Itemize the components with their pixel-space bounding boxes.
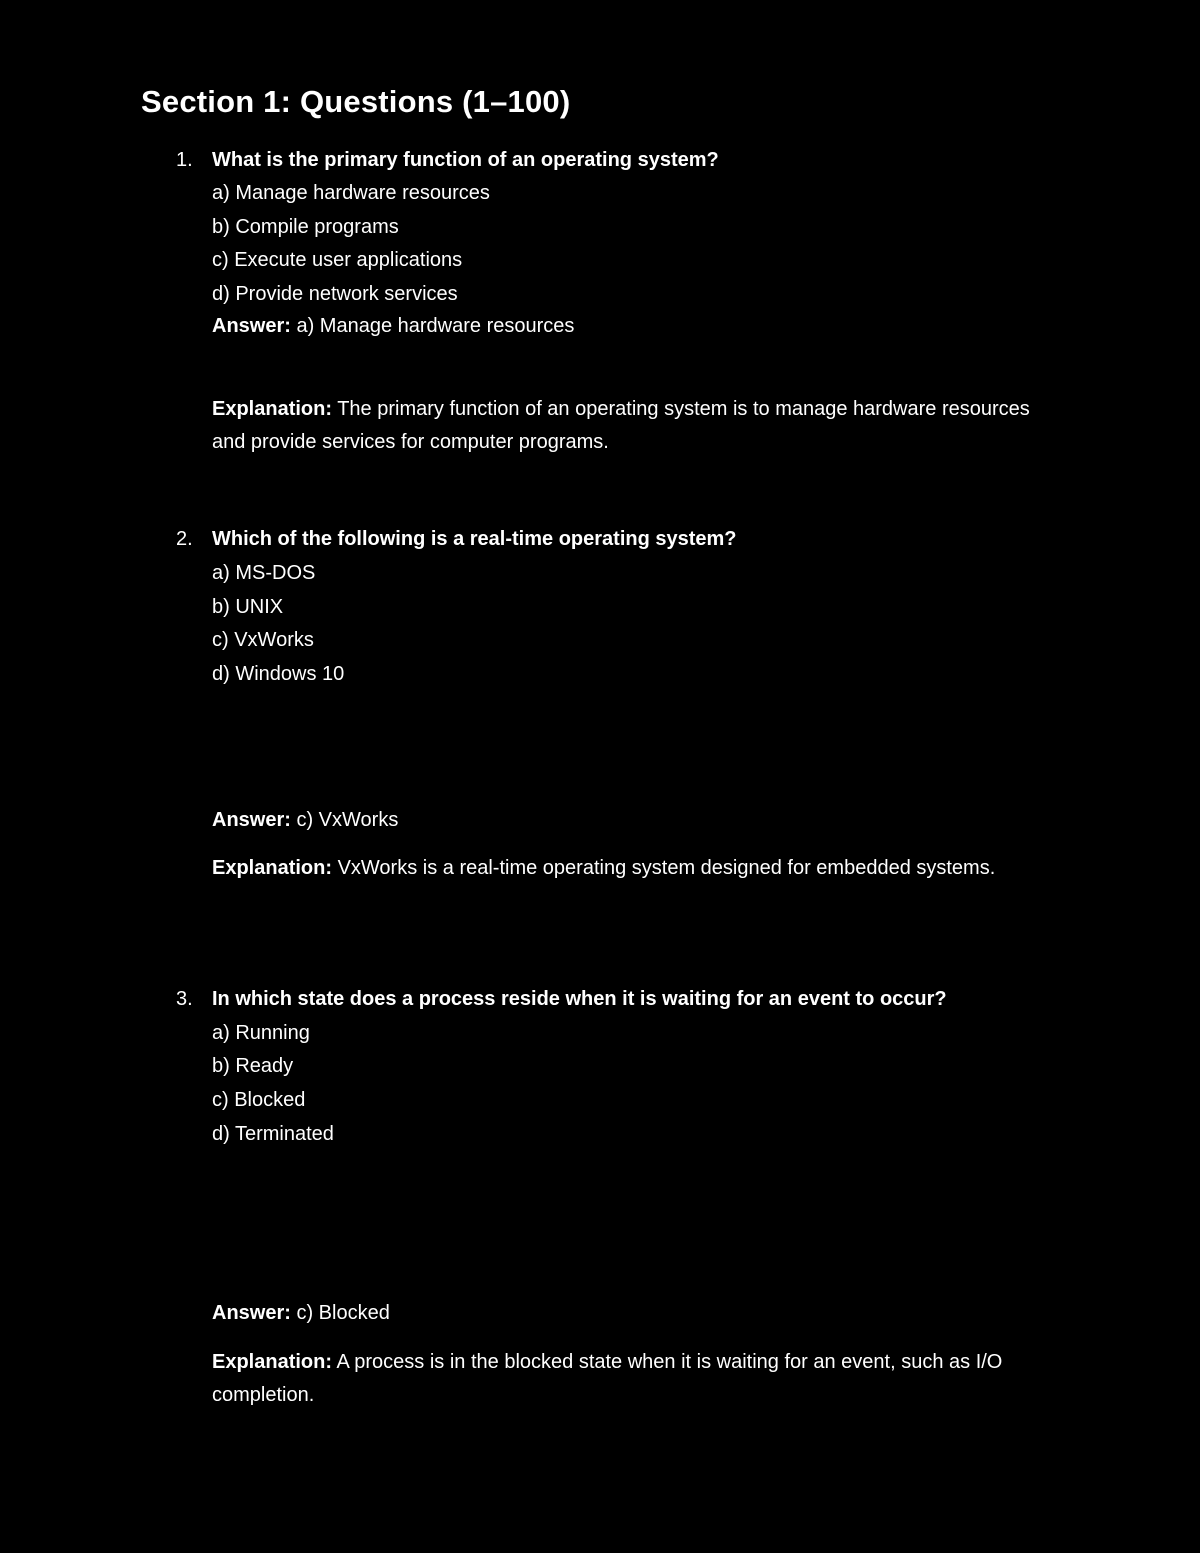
explanation (212, 1346, 1042, 1412)
option-b: b) UNIX (212, 596, 284, 618)
answer-label: Answer: (212, 315, 291, 337)
option-c: c) VxWorks (212, 629, 314, 651)
answer-value: c) Blocked (296, 1302, 390, 1324)
option-c: c) Blocked (212, 1089, 306, 1111)
option-a: a) MS-DOS (212, 562, 316, 584)
option-d: d) Terminated (212, 1123, 334, 1145)
question-text: What is the primary function of an operating system? (212, 149, 719, 171)
option-d: d) Windows 10 (212, 663, 345, 685)
answer-value: c) VxWorks (296, 809, 399, 831)
section-title: Section 1: Questions (1–100) (141, 84, 571, 119)
question-text: In which state does a process reside when it is waiting for an event to occur? (212, 988, 947, 1010)
question-number: 2. (176, 528, 193, 550)
explanation-label: Explanation: (212, 1351, 333, 1373)
explanation-text: A process is in the blocked state when it is waiting for an event, such as I/O completion. (212, 1351, 1003, 1406)
option-c: c) Execute user applications (212, 249, 463, 271)
explanation-label: Explanation: (212, 857, 333, 879)
answer-line (212, 807, 398, 833)
question-number: 3. (176, 988, 193, 1010)
explanation-text: VxWorks is a real-time operating system designed for embedded systems. (337, 857, 996, 879)
answer-label: Answer: (212, 809, 291, 831)
question-text: Which of the following is a real-time operating system? (212, 528, 737, 550)
option-b: b) Ready (212, 1055, 294, 1077)
answer-label: Answer: (212, 1302, 291, 1324)
answer-value: a) Manage hardware resources (296, 315, 575, 337)
option-b: b) Compile programs (212, 216, 399, 238)
option-a: a) Running (212, 1022, 310, 1044)
option-d: d) Provide network services (212, 283, 458, 305)
answer-line (212, 313, 574, 339)
explanation (212, 852, 1042, 885)
explanation (212, 393, 1042, 459)
explanation-label: Explanation: (212, 398, 333, 420)
answer-line (212, 1300, 390, 1326)
question-number: 1. (176, 149, 193, 171)
option-a: a) Manage hardware resources (212, 182, 490, 204)
explanation-text: The primary function of an operating system is to manage hardware resources and provide services for computer programs. (212, 398, 1030, 453)
